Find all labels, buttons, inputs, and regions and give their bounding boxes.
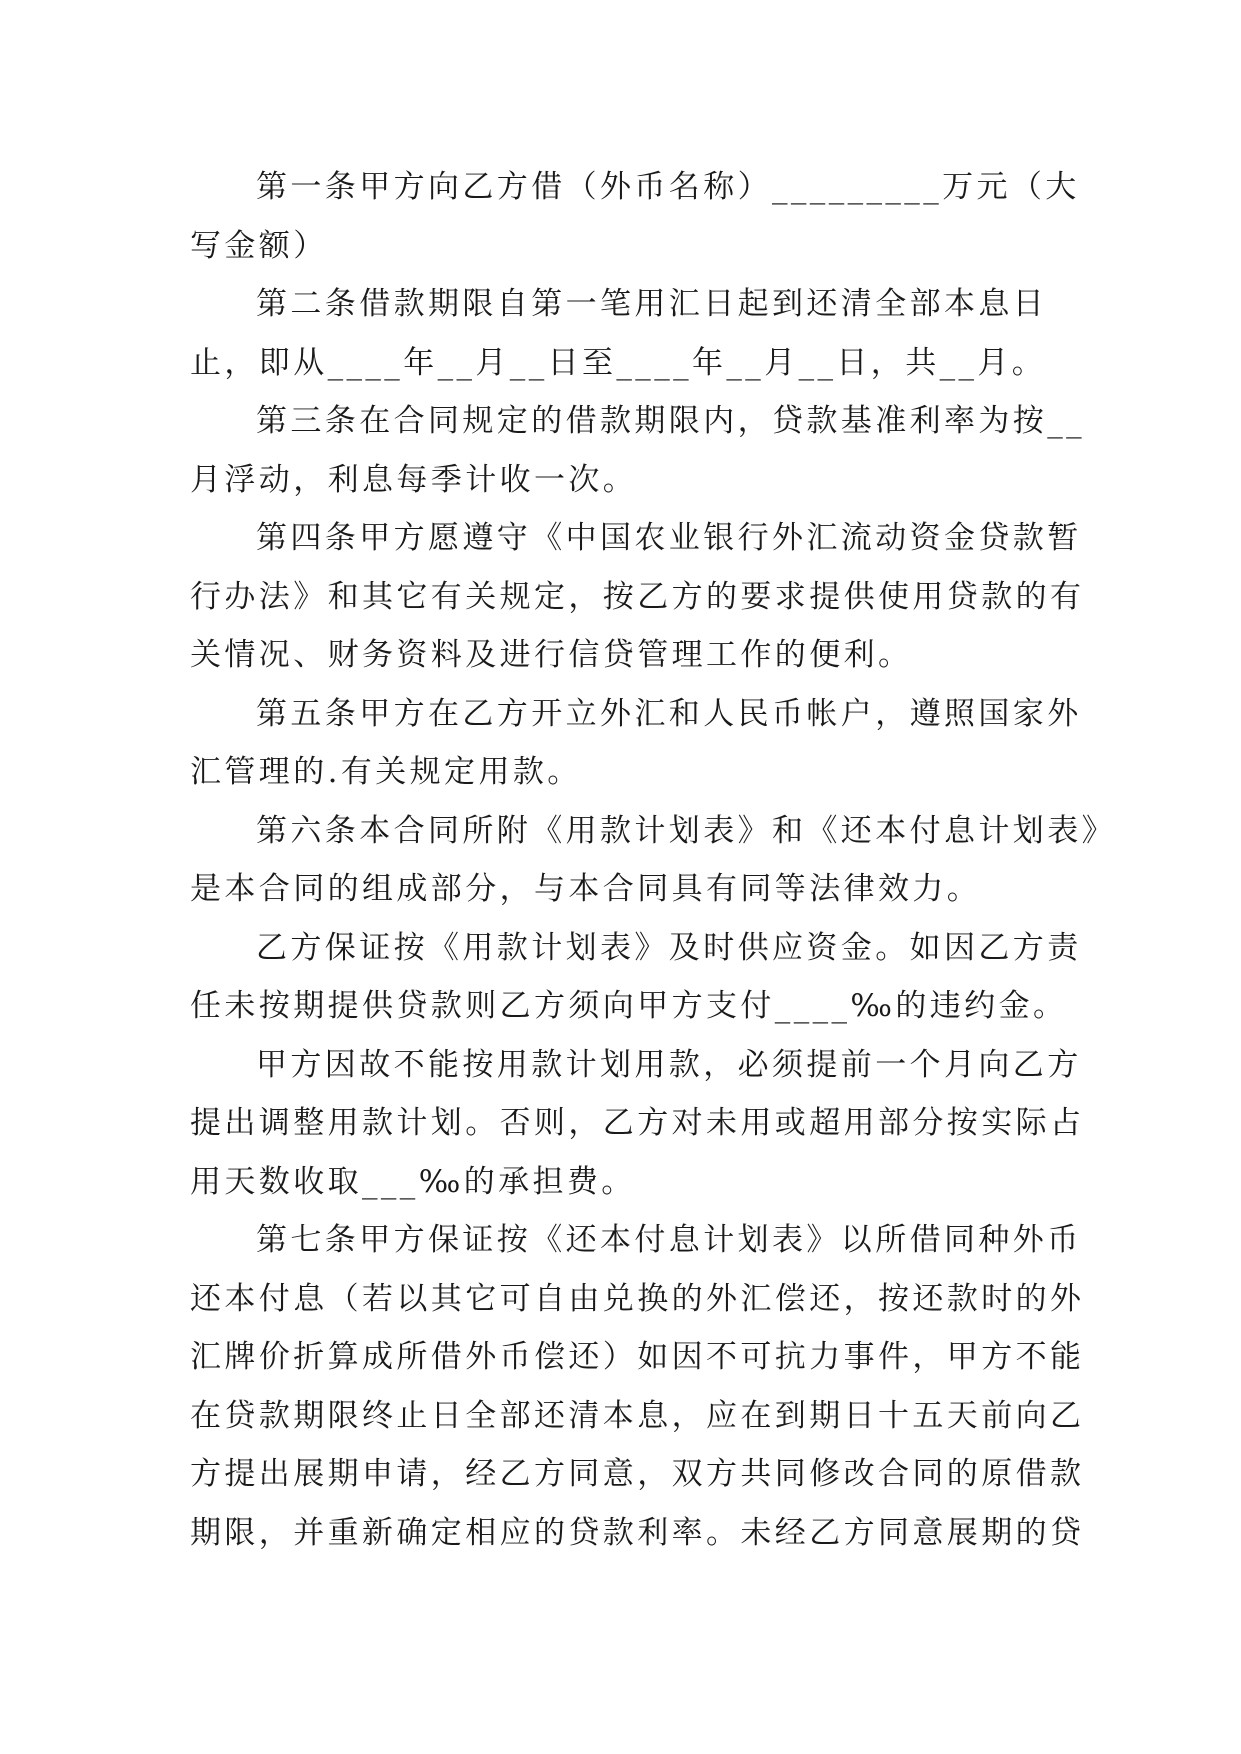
paragraph-line: 写金额） xyxy=(190,227,328,264)
document-body xyxy=(190,158,1116,1562)
paragraph xyxy=(190,1211,1085,1562)
paragraph-line: 第三条在合同规定的借款期限内，贷款基准利率为按__ xyxy=(256,403,1085,439)
paragraph-line: 行办法》和其它有关规定，按乙方的要求提供使用贷款的有 xyxy=(190,578,1085,615)
paragraph xyxy=(190,275,1050,392)
paragraph-line: 期限，并重新确定相应的贷款利率。未经乙方同意展期的贷 xyxy=(190,1514,1085,1551)
paragraph-line: 任未按期提供贷款则乙方须向甲方支付____‰的违约金。 xyxy=(190,988,1068,1024)
paragraph-line: 甲方因故不能按用款计划用款，必须提前一个月向乙方 xyxy=(256,1046,1082,1083)
paragraph xyxy=(190,802,1116,919)
paragraph xyxy=(190,392,1085,509)
paragraph xyxy=(190,1036,1085,1212)
paragraph xyxy=(190,919,1082,1036)
paragraph-line: 方提出展期申请，经乙方同意，双方共同修改合同的原借款 xyxy=(190,1456,1085,1492)
paragraph-line: 还本付息（若以其它可自由兑换的外汇偿还，按还款时的外 xyxy=(190,1280,1085,1317)
paragraph-line: 月浮动，利息每季计收一次。 xyxy=(190,461,638,498)
paragraph-line: 在贷款期限终止日全部还清本息，应在到期日十五天前向乙 xyxy=(190,1397,1085,1434)
paragraph-line: 第一条甲方向乙方借（外币名称）_________万元（大 xyxy=(256,169,1080,205)
paragraph-line: 提出调整用款计划。否则，乙方对未用或超用部分按实际占 xyxy=(190,1105,1085,1141)
paragraph-line: 汇牌价折算成所借外币偿还）如因不可抗力事件，甲方不能 xyxy=(190,1339,1085,1375)
paragraph-line: 乙方保证按《用款计划表》及时供应资金。如因乙方责 xyxy=(256,929,1082,966)
paragraph xyxy=(190,158,1080,275)
paragraph-line: 第七条甲方保证按《还本付息计划表》以所借同种外币 xyxy=(256,1222,1082,1258)
paragraph-line: 第六条本合同所附《用款计划表》和《还本付息计划表》 xyxy=(256,812,1116,849)
paragraph-line: 是本合同的组成部分，与本合同具有同等法律效力。 xyxy=(190,871,982,907)
paragraph-line: 第二条借款期限自第一笔用汇日起到还清全部本息日 xyxy=(256,286,1048,322)
paragraph xyxy=(190,685,1082,802)
paragraph-line: 第五条甲方在乙方开立外汇和人民币帐户，遵照国家外 xyxy=(256,695,1082,732)
paragraph-line: 止，即从____年__月__日至____年__月__日，共__月。 xyxy=(190,344,1047,381)
paragraph-line: 用天数收取___‰的承担费。 xyxy=(190,1163,636,1200)
paragraph-line: 关情况、财务资料及进行信贷管理工作的便利。 xyxy=(190,637,913,673)
paragraph xyxy=(190,509,1085,685)
paragraph-line: 汇管理的.有关规定用款。 xyxy=(190,754,582,790)
paragraph-line: 第四条甲方愿遵守《中国农业银行外汇流动资金贷款暂 xyxy=(256,520,1082,556)
